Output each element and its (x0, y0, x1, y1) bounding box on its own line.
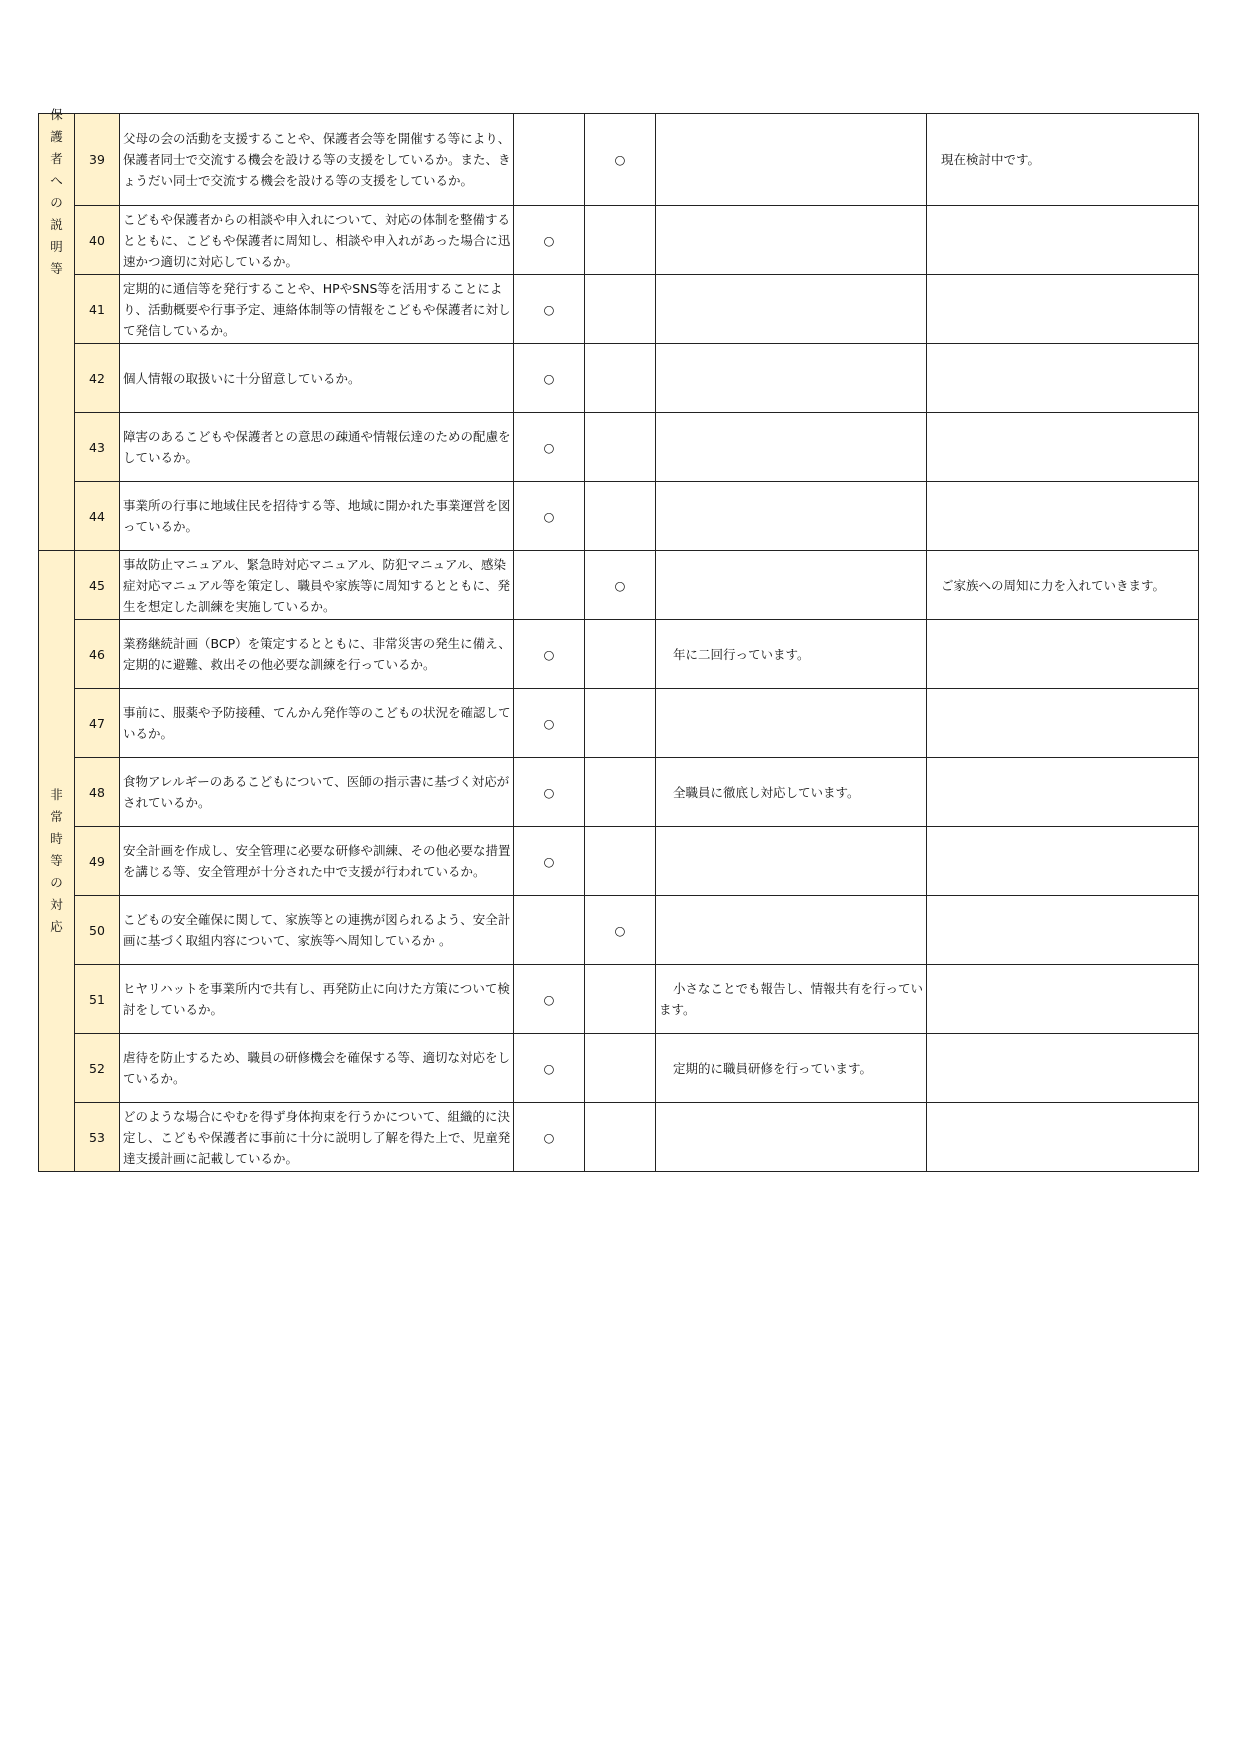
comment-cell (656, 344, 927, 413)
table-row (39, 827, 1199, 896)
improvement-text (927, 620, 1199, 689)
item-number: 48 (75, 758, 120, 827)
question-text: 食物アレルギーのあるこどもについて、医師の指示書に基づく対応がされているか。 (120, 758, 514, 827)
comment-cell (656, 758, 927, 827)
comment-text (659, 1130, 673, 1145)
improvement-text (927, 482, 1199, 551)
improvement-text (927, 758, 1199, 827)
comment-cell (656, 482, 927, 551)
comment-cell (656, 206, 927, 275)
comment-cell (656, 551, 927, 620)
comment-text (659, 440, 673, 455)
improvement-text (927, 413, 1199, 482)
table-row (39, 1034, 1199, 1103)
improvement-text (927, 896, 1199, 965)
yes-mark (514, 114, 585, 206)
category-cell (39, 107, 75, 551)
no-mark (585, 344, 656, 413)
comment-cell (656, 896, 927, 965)
yes-mark: ○ (514, 1034, 585, 1103)
question-text: こどもや保護者からの相談や申入れについて、対応の体制を整備するとともに、こどもや保護者に周知し、相談や申入れがあった場合に迅速かつ適切に対応しているか。 (120, 206, 514, 275)
table-row (39, 689, 1199, 758)
improvement-text (927, 206, 1199, 275)
no-mark (585, 758, 656, 827)
question-text: どのような場合にやむを得ず身体拘束を行うかについて、組織的に決定し、こどもや保護者に事前に十分に説明し了解を得た上で、児童発達支援計画に記載しているか。 (120, 1103, 514, 1172)
item-number: 42 (75, 344, 120, 413)
question-text: 安全計画を作成し、安全管理に必要な研修や訓練、その他必要な措置を講じる等、安全管理が十分された中で支援が行われているか。 (120, 827, 514, 896)
yes-mark (514, 896, 585, 965)
item-number: 47 (75, 689, 120, 758)
category-cell (39, 551, 75, 1172)
comment-text (659, 854, 673, 869)
no-mark (585, 275, 656, 344)
comment-cell (656, 114, 927, 206)
improvement-text (927, 827, 1199, 896)
improvement-text: 現在検討中です。 (927, 114, 1199, 206)
yes-mark: ○ (514, 344, 585, 413)
yes-mark: ○ (514, 827, 585, 896)
category-label: 非常時等の対応 (50, 787, 63, 934)
table-row (39, 482, 1199, 551)
table-row (39, 965, 1199, 1034)
table-row (39, 275, 1199, 344)
comment-text: 定期的に職員研修を行っています。 (673, 1060, 873, 1076)
no-mark: ○ (585, 896, 656, 965)
no-mark (585, 620, 656, 689)
table-row (39, 551, 1199, 620)
comment-cell (656, 413, 927, 482)
item-number: 43 (75, 413, 120, 482)
no-mark (585, 965, 656, 1034)
question-text: 個人情報の取扱いに十分留意しているか。 (120, 344, 514, 413)
table-row (39, 896, 1199, 965)
improvement-text (927, 1034, 1199, 1103)
no-mark (585, 1034, 656, 1103)
comment-text (659, 371, 673, 386)
comment-text (659, 152, 673, 167)
no-mark: ○ (585, 114, 656, 206)
item-number: 51 (75, 965, 120, 1034)
no-mark (585, 206, 656, 275)
improvement-text (927, 344, 1199, 413)
table-row (39, 758, 1199, 827)
question-text: 業務継続計画（BCP）を策定するとともに、非常災害の発生に備え、定期的に避難、救出その他必要な訓練を行っているか。 (120, 620, 514, 689)
question-text: ヒヤリハットを事業所内で共有し、再発防止に向けた方策について検討をしているか。 (120, 965, 514, 1034)
table-row (39, 1103, 1199, 1172)
improvement-text (927, 689, 1199, 758)
table-body (39, 107, 1199, 1172)
question-text: 定期的に通信等を発行することや、HPやSNS等を活用することにより、活動概要や行事予定、連絡体制等の情報をこどもや保護者に対して発信しているか。 (120, 275, 514, 344)
no-mark (585, 413, 656, 482)
item-number: 39 (75, 114, 120, 206)
improvement-text: ご家族への周知に力を入れていきます。 (927, 551, 1199, 620)
question-text: 障害のあるこどもや保護者との意思の疎通や情報伝達のための配慮をしているか。 (120, 413, 514, 482)
question-text: 事前に、服薬や予防接種、てんかん発作等のこどもの状況を確認しているか。 (120, 689, 514, 758)
comment-text (659, 509, 673, 524)
improvement-text (927, 1103, 1199, 1172)
yes-mark: ○ (514, 965, 585, 1034)
yes-mark: ○ (514, 206, 585, 275)
item-number: 45 (75, 551, 120, 620)
comment-text: 全職員に徹底し対応しています。 (673, 784, 860, 800)
yes-mark: ○ (514, 275, 585, 344)
table-row (39, 344, 1199, 413)
comment-cell (656, 965, 927, 1034)
question-text: 父母の会の活動を支援することや、保護者会等を開催する等により、保護者同士で交流する機会を設ける等の支援をしているか。また、きょうだい同士で交流する機会を設ける等の支援をしているか。 (120, 114, 514, 206)
no-mark: ○ (585, 551, 656, 620)
comment-cell (656, 1034, 927, 1103)
question-text: 事故防止マニュアル、緊急時対応マニュアル、防犯マニュアル、感染症対応マニュアル等を策定し、職員や家族等に周知するとともに、発生を想定した訓練を実施しているか。 (120, 551, 514, 620)
yes-mark: ○ (514, 620, 585, 689)
item-number: 46 (75, 620, 120, 689)
yes-mark (514, 551, 585, 620)
improvement-text (927, 965, 1199, 1034)
item-number: 52 (75, 1034, 120, 1103)
yes-mark: ○ (514, 689, 585, 758)
table-row (39, 206, 1199, 275)
yes-mark: ○ (514, 482, 585, 551)
improvement-text (927, 275, 1199, 344)
comment-cell (656, 620, 927, 689)
comment-text: 年に二回行っています。 (673, 646, 810, 662)
no-mark (585, 689, 656, 758)
comment-text (659, 302, 673, 317)
comment-cell (656, 689, 927, 758)
table-row (39, 620, 1199, 689)
item-number: 44 (75, 482, 120, 551)
comment-cell (656, 827, 927, 896)
table-row (39, 413, 1199, 482)
item-number: 49 (75, 827, 120, 896)
yes-mark: ○ (514, 413, 585, 482)
item-number: 50 (75, 896, 120, 965)
yes-mark: ○ (514, 1103, 585, 1172)
table-row (39, 114, 1199, 206)
comment-cell (656, 1103, 927, 1172)
comment-text (659, 923, 673, 938)
question-text: こどもの安全確保に関して、家族等との連携が図られるよう、安全計画に基づく取組内容について、家族等へ周知しているか 。 (120, 896, 514, 965)
question-text: 虐待を防止するため、職員の研修機会を確保する等、適切な対応をしているか。 (120, 1034, 514, 1103)
comment-text (659, 233, 673, 248)
evaluation-table (38, 107, 1199, 1172)
item-number: 41 (75, 275, 120, 344)
item-number: 53 (75, 1103, 120, 1172)
yes-mark: ○ (514, 758, 585, 827)
comment-text (659, 716, 673, 731)
no-mark (585, 482, 656, 551)
comment-text: 小さなことでも報告し、情報共有を行っています。 (659, 981, 924, 1017)
item-number: 40 (75, 206, 120, 275)
comment-cell (656, 275, 927, 344)
no-mark (585, 827, 656, 896)
category-label: 保護者への説明等 (50, 107, 63, 276)
comment-text (659, 578, 673, 593)
no-mark (585, 1103, 656, 1172)
question-text: 事業所の行事に地域住民を招待する等、地域に開かれた事業運営を図っているか。 (120, 482, 514, 551)
